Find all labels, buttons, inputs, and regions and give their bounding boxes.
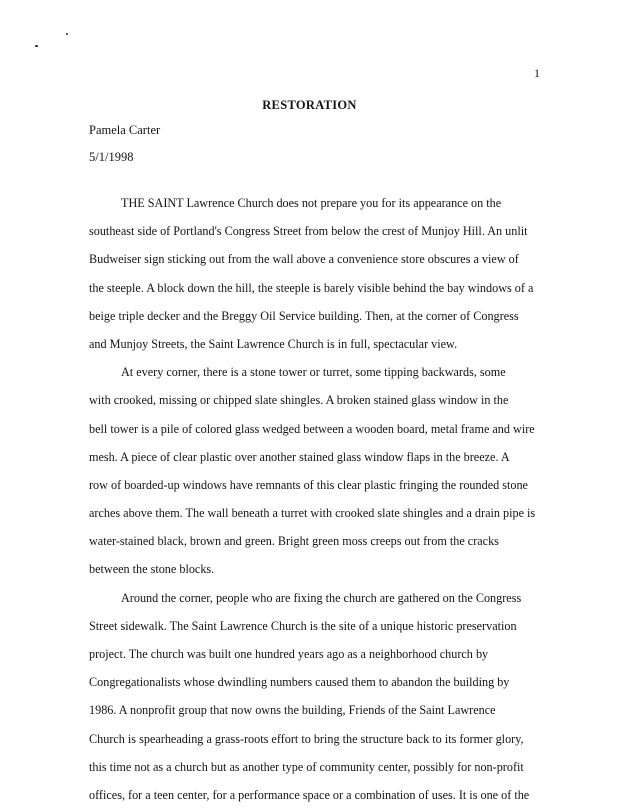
paragraph-line: water-stained black, brown and green. Bright green moss creeps out from the cracks (89, 534, 499, 549)
paragraph-line: Around the corner, people who are fixing the church are gathered on the Congress (121, 590, 522, 605)
author-name: Pamela Carter (89, 123, 161, 137)
paragraph-line: and Munjoy Streets, the Saint Lawrence Church is in full, spectacular view. (89, 336, 458, 351)
paragraph-line: offices, for a teen center, for a performance space or a combination of uses. It is one of the (89, 787, 530, 802)
scan-speck (66, 33, 68, 35)
paragraph-line: Church is spearheading a grass-roots effort to bring the structure back to its former glory, (89, 731, 524, 746)
paragraph-line: At every corner, there is a stone tower or turret, some tipping backwards, some (121, 365, 506, 380)
paragraph-line: arches above them. The wall beneath a turret with crooked slate shingles and a drain pipe is (89, 506, 536, 521)
document-title: RESTORATION (262, 98, 357, 112)
paragraph-line: southeast side of Portland's Congress Street from below the crest of Munjoy Hill. An unlit (89, 224, 528, 239)
paragraph-line: mesh. A piece of clear plastic over another stained glass window flaps in the breeze. A (89, 449, 510, 464)
paragraph-line: between the stone blocks. (89, 562, 215, 577)
paragraph-line: Street sidewalk. The Saint Lawrence Church is the site of a unique historic preservation (89, 618, 517, 633)
paragraph-line: with crooked, missing or chipped slate shingles. A broken stained glass window in the (89, 393, 509, 408)
body-text (89, 189, 559, 809)
paragraph-line: Congregationalists whose dwindling numbers caused them to abandon the building by (89, 675, 510, 690)
paragraph-line: the steeple. A block down the hill, the steeple is barely visible behind the bay windows of a (89, 280, 534, 295)
paragraph-line: project. The church was built one hundred years ago as a neighborhood church by (89, 647, 489, 661)
scan-speck (35, 45, 38, 47)
paragraph-line: Budweiser sign sticking out from the wall above a convenience store obscures a view of (89, 252, 519, 267)
paragraph-line: this time not as a church but as another type of community center, possibly for non-profit (89, 759, 524, 774)
document-date: 5/1/1998 (89, 150, 134, 164)
paragraph-line: beige triple decker and the Breggy Oil Service building. Then, at the corner of Congress (89, 308, 519, 323)
paragraph-line: row of boarded-up windows have remnants of this clear plastic fringing the rounded stone (89, 477, 528, 492)
paragraph-line: 1986. A nonprofit group that now owns the building, Friends of the Saint Lawrence (89, 703, 496, 718)
paragraph-line: THE SAINT Lawrence Church does not prepare you for its appearance on the (121, 196, 502, 210)
page-number: 1 (534, 66, 540, 80)
paragraph-line: bell tower is a pile of colored glass wedged between a wooden board, metal frame and wire (89, 421, 535, 436)
